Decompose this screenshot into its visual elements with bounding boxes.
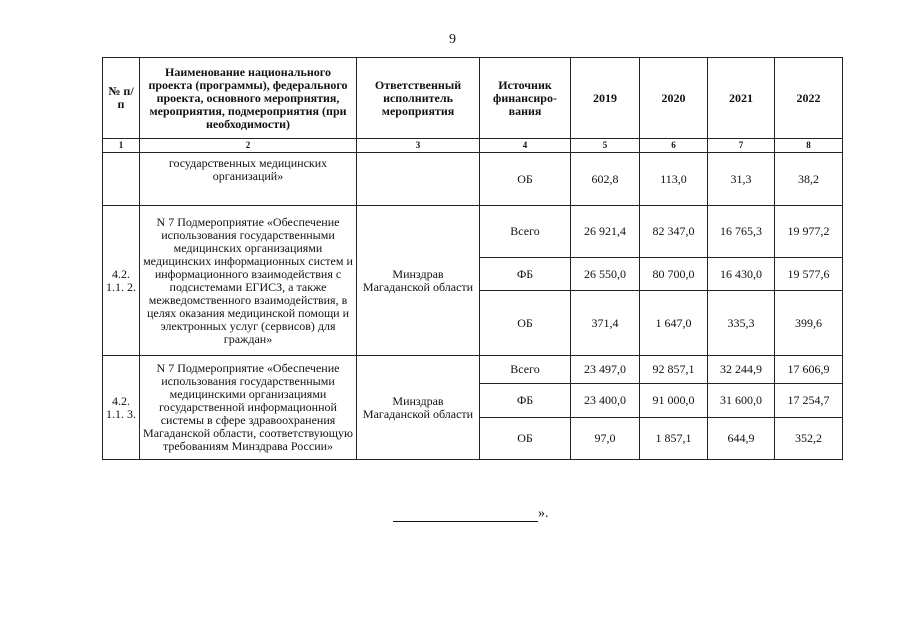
- continuation-value-2021: 31,3: [708, 153, 775, 206]
- value-2022: 19 577,6: [775, 258, 843, 291]
- column-number: 8: [775, 139, 843, 153]
- header-2019: 2019: [571, 58, 640, 139]
- column-number: 5: [571, 139, 640, 153]
- column-number: 6: [640, 139, 708, 153]
- value-2021: 31 600,0: [708, 384, 775, 418]
- value-2020: 92 857,1: [640, 356, 708, 384]
- table-row: [103, 356, 843, 384]
- column-number: 1: [103, 139, 140, 153]
- funding-source: Всего: [480, 206, 571, 258]
- header-name: Наименование национального проекта (программы), федерального проекта, основного мероприятия, мероприятия, подмероприятия (при необходимости): [140, 58, 357, 139]
- header-row: [103, 58, 843, 139]
- continuation-value-2019: 602,8: [571, 153, 640, 206]
- header-2021: 2021: [708, 58, 775, 139]
- funding-source: ФБ: [480, 384, 571, 418]
- header-source: Источник финансиро-вания: [480, 58, 571, 139]
- table-row: [103, 206, 843, 258]
- funding-source: ФБ: [480, 258, 571, 291]
- subactivity-number: 4.2. 1.1. 3.: [103, 356, 140, 460]
- column-number: 7: [708, 139, 775, 153]
- value-2019: 26 550,0: [571, 258, 640, 291]
- continuation-source: ОБ: [480, 153, 571, 206]
- header-2022: 2022: [775, 58, 843, 139]
- subactivity-name: N 7 Подмероприятие «Обеспечение использования государственными медицинскими организациями государственной информационной системы в сфере здравоохранения Магаданской области, соответствующую требованиям Минздрава России»: [140, 356, 357, 460]
- value-2020: 82 347,0: [640, 206, 708, 258]
- column-number-row: [103, 139, 843, 153]
- funding-source: ОБ: [480, 291, 571, 356]
- value-2021: 32 244,9: [708, 356, 775, 384]
- header-2020: 2020: [640, 58, 708, 139]
- header-executor: Ответственный исполнитель мероприятия: [357, 58, 480, 139]
- value-2022: 17 606,9: [775, 356, 843, 384]
- column-number: 4: [480, 139, 571, 153]
- continuation-value-2022: 38,2: [775, 153, 843, 206]
- continuation-number: [103, 153, 140, 206]
- continuation-row: [103, 153, 843, 206]
- value-2021: 16 765,3: [708, 206, 775, 258]
- value-2019: 23 400,0: [571, 384, 640, 418]
- column-number: 2: [140, 139, 357, 153]
- value-2021: 16 430,0: [708, 258, 775, 291]
- subactivity-executor: Минздрав Магаданской области: [357, 206, 480, 356]
- page-number: 9: [449, 32, 456, 47]
- closing-quote: ».: [538, 506, 549, 521]
- value-2019: 26 921,4: [571, 206, 640, 258]
- value-2021: 335,3: [708, 291, 775, 356]
- value-2022: 17 254,7: [775, 384, 843, 418]
- value-2019: 97,0: [571, 418, 640, 460]
- subactivity-name: N 7 Подмероприятие «Обеспечение использования государственными медицинских организациями медицинских информационных систем и информационного взаимодействия с подсистемами ЕГИСЗ, а также межведомственного взаимодействия, в целях оказания медицинской помощи и электронных услуг (сервисов) для граждан»: [140, 206, 357, 356]
- closing-mark: [393, 506, 549, 522]
- value-2022: 352,2: [775, 418, 843, 460]
- value-2022: 19 977,2: [775, 206, 843, 258]
- budget-table: [102, 57, 843, 460]
- signature-line: [393, 507, 538, 522]
- value-2019: 371,4: [571, 291, 640, 356]
- value-2022: 399,6: [775, 291, 843, 356]
- subactivity-number: 4.2. 1.1. 2.: [103, 206, 140, 356]
- continuation-executor: [357, 153, 480, 206]
- value-2020: 80 700,0: [640, 258, 708, 291]
- value-2020: 1 647,0: [640, 291, 708, 356]
- continuation-value-2020: 113,0: [640, 153, 708, 206]
- funding-source: Всего: [480, 356, 571, 384]
- column-number: 3: [357, 139, 480, 153]
- subactivity-executor: Минздрав Магаданской области: [357, 356, 480, 460]
- value-2020: 91 000,0: [640, 384, 708, 418]
- value-2020: 1 857,1: [640, 418, 708, 460]
- header-number: № п/п: [103, 58, 140, 139]
- funding-source: ОБ: [480, 418, 571, 460]
- continuation-name: государственных медицинских организаций»: [140, 153, 357, 206]
- value-2019: 23 497,0: [571, 356, 640, 384]
- value-2021: 644,9: [708, 418, 775, 460]
